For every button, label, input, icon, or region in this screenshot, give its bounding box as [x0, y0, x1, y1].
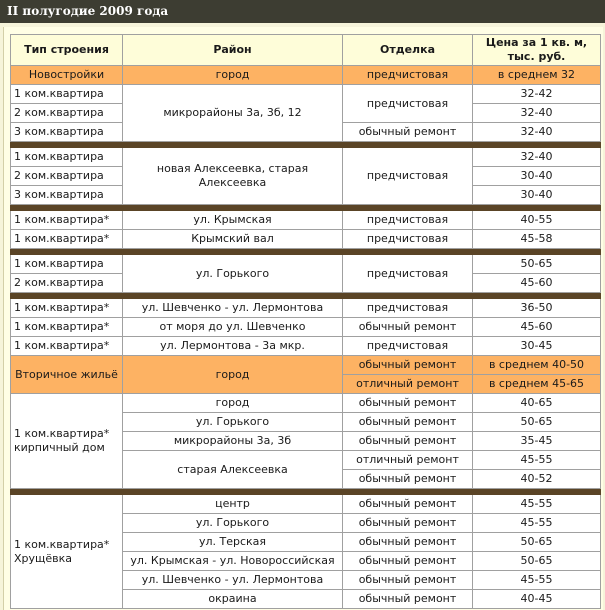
cell-price: 32-40: [473, 148, 601, 167]
header-building-type: Тип строения: [11, 35, 123, 66]
cell-price: 30-40: [473, 167, 601, 186]
cell-district: ул. Терская: [123, 533, 343, 552]
cell-finish: предчистовая: [343, 148, 473, 205]
section-finish: отличный ремонт: [343, 375, 473, 394]
cell-price: 40-45: [473, 590, 601, 609]
section-row-secondary: [11, 356, 601, 375]
cell-type: 1 ком.квартира* кирпичный дом: [11, 394, 123, 489]
cell-district: Крымский вал: [123, 230, 343, 249]
cell-finish: предчистовая: [343, 85, 473, 123]
cell-type: 2 ком.квартира: [11, 274, 123, 293]
cell-finish: обычный ремонт: [343, 514, 473, 533]
cell-price: 40-65: [473, 394, 601, 413]
cell-finish: обычный ремонт: [343, 571, 473, 590]
cell-finish: предчистовая: [343, 230, 473, 249]
content-panel: [3, 27, 603, 610]
cell-finish: обычный ремонт: [343, 470, 473, 489]
cell-type: 1 ком.квартира*: [11, 299, 123, 318]
cell-price: 45-55: [473, 495, 601, 514]
cell-district: центр: [123, 495, 343, 514]
section-row-new-buildings: [11, 66, 601, 85]
cell-finish: обычный ремонт: [343, 590, 473, 609]
cell-finish: обычный ремонт: [343, 552, 473, 571]
cell-type: 1 ком.квартира* Хрущёвка: [11, 495, 123, 609]
table-row: [11, 85, 601, 104]
section-district: город: [123, 66, 343, 85]
cell-price: 40-52: [473, 470, 601, 489]
header-finish: Отделка: [343, 35, 473, 66]
table-row: [11, 299, 601, 318]
cell-type: 2 ком.квартира: [11, 104, 123, 123]
cell-price: 45-60: [473, 318, 601, 337]
cell-district: старая Алексеевка: [123, 451, 343, 489]
cell-district: новая Алексеевка, старая Алексеевка: [123, 148, 343, 205]
cell-district: микрорайоны 3а, 3б: [123, 432, 343, 451]
cell-type: 1 ком.квартира: [11, 255, 123, 274]
cell-finish: обычный ремонт: [343, 533, 473, 552]
cell-price: 32-40: [473, 123, 601, 142]
table-row: [11, 337, 601, 356]
cell-finish: предчистовая: [343, 337, 473, 356]
section-finish: обычный ремонт: [343, 356, 473, 375]
cell-district: ул. Крымская: [123, 211, 343, 230]
cell-price: 45-55: [473, 451, 601, 470]
section-district: город: [123, 356, 343, 394]
section-price: в среднем 45-65: [473, 375, 601, 394]
section-label: Вторичное жильё: [11, 356, 123, 394]
table-row: [11, 230, 601, 249]
cell-district: ул. Лермонтова - 3а мкр.: [123, 337, 343, 356]
table-row: [11, 255, 601, 274]
section-finish: предчистовая: [343, 66, 473, 85]
cell-finish: обычный ремонт: [343, 318, 473, 337]
cell-price: 45-55: [473, 514, 601, 533]
cell-type: 3 ком.квартира: [11, 186, 123, 205]
cell-finish: предчистовая: [343, 211, 473, 230]
table-row: [11, 394, 601, 413]
cell-price: 50-65: [473, 552, 601, 571]
cell-finish: обычный ремонт: [343, 495, 473, 514]
table-row: [11, 148, 601, 167]
page-title: II полугодие 2009 года: [0, 0, 605, 23]
cell-district: ул. Шевченко - ул. Лермонтова: [123, 299, 343, 318]
cell-price: 45-60: [473, 274, 601, 293]
price-table: [10, 34, 601, 609]
cell-finish: обычный ремонт: [343, 432, 473, 451]
cell-district: микрорайоны 3а, 3б, 12: [123, 85, 343, 142]
cell-type: 1 ком.квартира: [11, 85, 123, 104]
cell-finish: обычный ремонт: [343, 413, 473, 432]
cell-type: 1 ком.квартира*: [11, 211, 123, 230]
cell-type: 1 ком.квартира*: [11, 318, 123, 337]
cell-price: 50-65: [473, 255, 601, 274]
table-header-row: [11, 35, 601, 66]
table-row: [11, 495, 601, 514]
cell-district: ул. Горького: [123, 413, 343, 432]
cell-price: 50-65: [473, 533, 601, 552]
cell-district: ул. Шевченко - ул. Лермонтова: [123, 571, 343, 590]
cell-price: 45-58: [473, 230, 601, 249]
section-price: в среднем 40-50: [473, 356, 601, 375]
cell-price: 40-55: [473, 211, 601, 230]
cell-price: 50-65: [473, 413, 601, 432]
cell-type: 3 ком.квартира: [11, 123, 123, 142]
cell-district: ул. Горького: [123, 514, 343, 533]
cell-price: 30-40: [473, 186, 601, 205]
header-district: Район: [123, 35, 343, 66]
cell-price: 32-40: [473, 104, 601, 123]
cell-type: 1 ком.квартира*: [11, 230, 123, 249]
cell-type: 2 ком.квартира: [11, 167, 123, 186]
cell-district: окраина: [123, 590, 343, 609]
cell-district: город: [123, 394, 343, 413]
cell-price: 30-45: [473, 337, 601, 356]
cell-finish: обычный ремонт: [343, 123, 473, 142]
section-price: в среднем 32: [473, 66, 601, 85]
cell-finish: предчистовая: [343, 299, 473, 318]
section-label: Новостройки: [11, 66, 123, 85]
cell-district: от моря до ул. Шевченко: [123, 318, 343, 337]
table-row: [11, 318, 601, 337]
cell-price: 45-55: [473, 571, 601, 590]
cell-finish: предчистовая: [343, 255, 473, 293]
cell-district: ул. Горького: [123, 255, 343, 293]
cell-price: 36-50: [473, 299, 601, 318]
cell-finish: обычный ремонт: [343, 394, 473, 413]
table-row: [11, 211, 601, 230]
cell-district: ул. Крымская - ул. Новороссийская: [123, 552, 343, 571]
header-price: Цена за 1 кв. м, тыс. руб.: [473, 35, 601, 66]
cell-type: 1 ком.квартира*: [11, 337, 123, 356]
cell-finish: отличный ремонт: [343, 451, 473, 470]
cell-price: 35-45: [473, 432, 601, 451]
cell-price: 32-42: [473, 85, 601, 104]
cell-type: 1 ком.квартира: [11, 148, 123, 167]
